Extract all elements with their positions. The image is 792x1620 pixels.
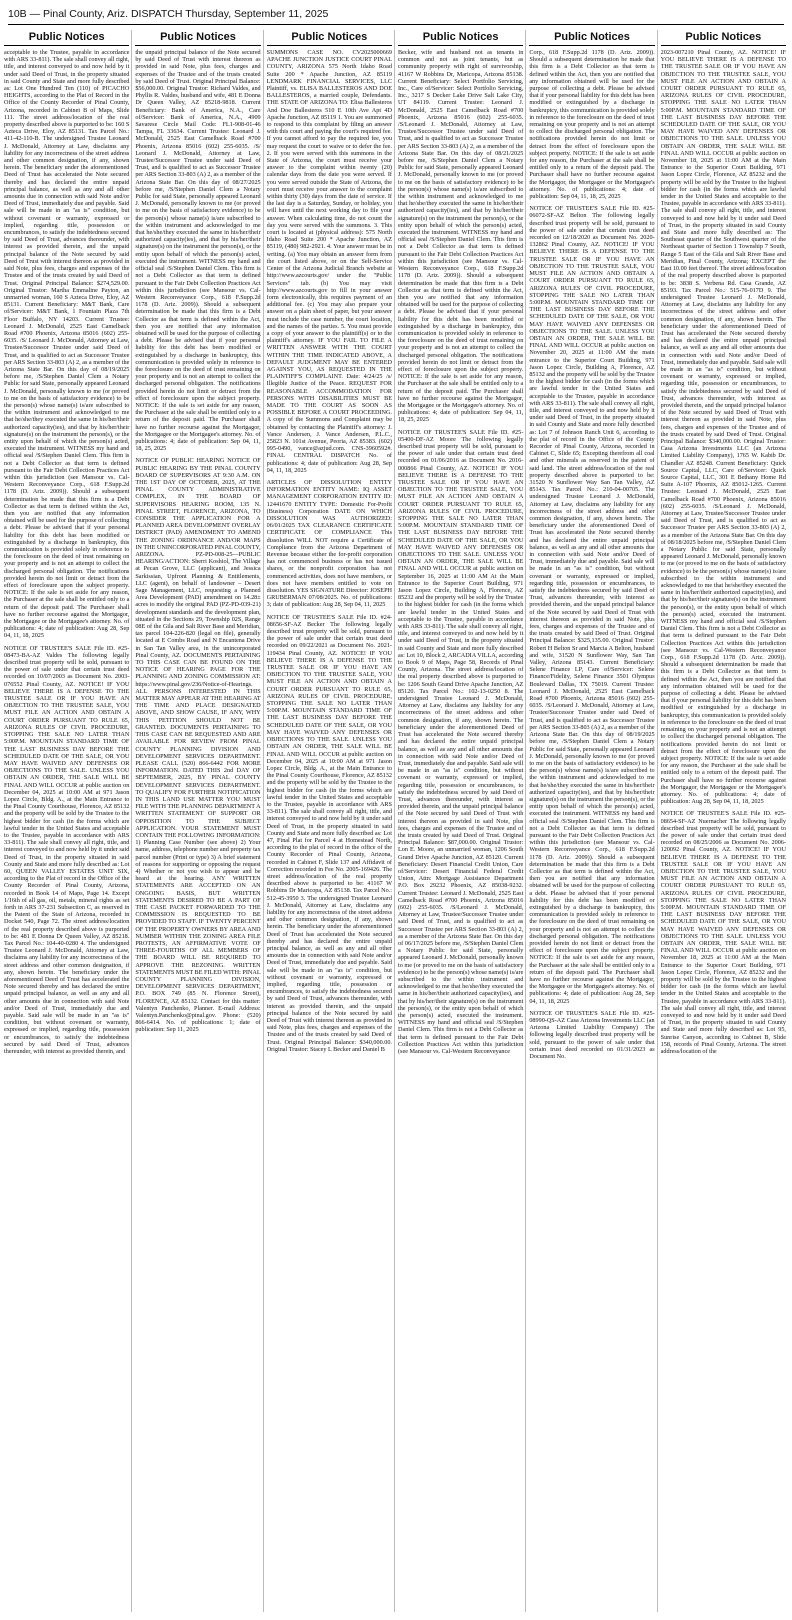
notice-text: acceptable to the Trustee, payable in accordance with ARS 33-811). The sale shall convey all right, title, and interest conveyed to and now held by it under said Deed of Trust, in the property situated in said County and State and more fully described as: Lot One Hundred Ten (110) of PICACHO HEIGHTS, according to the Plat of Record in the Office of the County Recorder of Pinal County, Arizona, recorded in Cabinet B of Maps, Slide 111. The street address/location of the real property described above is purported to be: 160 S Azteca Drive, Eloy, AZ 85131. Tax Parcel No.: 411-42-110-B. The undersigned Trustee Leonard J. McDonald, Attorney at Law, disclaims any liability for any incorrectness of the street address and other common designation, if any, shown herein. The beneficiary under the aforementioned Deed of Trust has accelerated the Note secured thereby and has declared the entire unpaid principal balance, as well as any and all other amounts due in connection with said Note and/or Deed of Trust, immediately due and payable. Said sale will be made in an "as is" condition, but without covenant or warranty, expressed or implied, regarding title, possession or encumbrances, to satisfy the indebtedness secured by said Deed of Trust, advances thereunder, with interest as provided therein, and the unpaid principal balance of the Note secured by said Deed of Trust with interest thereon as provided in said Note, plus fees, charges and expenses of the Trustee and of the trusts created by said Deed of Trust. Original Principal Balance: $274,529.00. Original Trustor: Martha Emmaline Payton, an unmarried woman, 160 S Azteca Drive, Eloy, AZ 85131. Current Beneficiary: M&T Bank, Care of/Servicer: M&T Bank, 1 Fountain Plaza 7th Floor Buffalo, NY 14203. Current Trustee: Leonard J. McDonald, 2525 East Camelback Road #700 Phoenix, Arizona 85016 (602) 255-6035. /S/ Leonard J. McDonald, Attorney at Law, Trustee/Successor Trustee under said Deed of Trust, and is qualified to act as Successor Trustee per ARS Section 33-803 (A) 2, as a member of the Arizona State Bar. On this day of 08/19/2025 before me, /S/Stephen Daniel Clem a Notary Public for said State, personally appeared Leonard J. McDonald, personally known to me (or proved to me on the basis of satisfactory evidence) to be the person(s) whose name(s) is/are subscribed to the within instrument and acknowledged to me that he/she/they executed the same in his/her/their authorized capacity(ies), and that by his/her/their signature(s) on the instrument the person(s), or the entity upon behalf of which the person(s) acted, executed the instrument. WITNESS my hand and official seal /S/Stephen Daniel Clem. This firm is not a Debt Collector as that term is defined pursuant to the Fair Debt Collection Practices Act within this jurisdiction (see Mansour vs. Cal-Western Reconveyance Corp., 618 F.Supp.2d 1178 (D. Ariz. 2009)). Should a subsequent determination be made that this firm is a Debt Collector as that term is defined within the Act, then you are notified that any information obtained will be used for the purpose of collecting a debt. Please be advised that if your personal liability for this debt has been modified or extinguished by a discharge in bankruptcy, this communication is provided solely in reference to the foreclosure on the deed of trust remaining on your property and is not an attempt to collect the discharged personal obligation. The notifications provided herein do not limit or detract from the effect of foreclosure upon the subject property. NOTICE: If the sale is set aside for any reason, the Purchaser at the sale shall be entitled only to a return of the deposit paid. The Purchaser shall have no further recourse against the Mortgagor, the Mortgagee or the Mortgagee's attorney. No. of publications: 4; date of publication: Aug 28, Sep 04, 11, 18, 2025 xyxy=(4,49,130,640)
column-1 xyxy=(4,30,132,1612)
notice-text: Becker, wife and husband not as tenants in common and not as joint tenants, but as community property with right of survivorship, 41167 W Robbins Dr, Maricopa, Arizona 85138. Current Beneficiary: Select Portfolio Servicing, Inc., Care of/Servicer: Select Portfolio Servicing, Inc., 3217 S Decker Lake Drive Salt Lake City, UT 84119. Current Trustee: Leonard J. McDonald, 2525 East Camelback Road #700 Phoenix, Arizona 85016 (602) 255-6035. /S/Leonard J. McDonald, Attorney at Law, Trustee/Successor Trustee under said Deed of Trust, and is qualified to act as Successor Trustee per ARS Section 33-803 (A) 2, as a member of the Arizona State Bar. On this day of 08/21/2025 before me, /S/Stephen Daniel Clem a Notary Public for said State, personally appeared Leonard J. McDonald, personally known to me (or proved to me on the basis of satisfactory evidence) to be the person(s) whose name(s) is/are subscribed to the within instrument and acknowledged to me that he/she/they executed the same in his/her/their authorized capacity(ies), and that by his/her/their signature(s) on the instrument the person(s), or the entity upon behalf of which the person(s) acted, executed the instrument. WITNESS my hand and official seal /S/Stephen Daniel Clem. This firm is not a Debt Collector as that term is defined pursuant to the Fair Debt Collection Practices Act within this jurisdiction (see Mansour vs. Cal-Western Reconveyance Corp., 618 F.Supp.2d 1178 (D. Ariz. 2009)). Should a subsequent determination be made that this firm is a Debt Collector as that term is defined within the Act, then you are notified that any information obtained will be used for the purpose of collecting a debt. Please be advised that if your personal liability for this debt has been modified or extinguished by a discharge in bankruptcy, this communication is provided solely in reference to the foreclosure on the deed of trust remaining on your property and is not an attempt to collect the discharged personal obligation. The notifications provided herein do not limit or detract from the effect of foreclosure upon the subject property. NOTICE: If the sale is set aside for any reason, the Purchaser at the sale shall be entitled only to a return of the deposit paid. The Purchaser shall have no further recourse against the Mortgagor, the Mortgagee or the Mortgagee's attorney. No. of publications: 4; date of publication: Sep 04, 11, 18, 25, 2025 xyxy=(397,49,524,424)
page-masthead xyxy=(8,6,784,22)
notice-text: 2023-007210 Pinal County, AZ. NOTICE! IF YOU BELIEVE THERE IS A DEFENSE TO THE TRUSTEE SALE OR IF YOU HAVE AN OBJECTION TO THE TRUSTEE SALE, YOU MUST FILE AN ACTION AND OBTAIN A COURT ORDER PURSUANT TO RULE 65, ARIZONA RULES OF CIVIL PROCEDURE, STOPPING THE SALE NO LATER THAN 5:00P.M. MOUNTAIN STANDARD TIME OF THE LAST BUSINESS DAY BEFORE THE SCHEDULED DATE OF THE SALE, OR YOU MAY HAVE WAIVED ANY DEFENSES OR OBJECTIONS TO THE SALE. UNLESS YOU OBTAIN AN ORDER, THE SALE WILL BE FINAL AND WILL OCCUR at public auction on November 18, 2025 at 11:00 AM at the Main Entrance to the Superior Court Building, 971 Jason Lopez Circle, Florence, AZ 85232 and the property will be sold by the Trustee to the highest bidder for cash (in the forms which are lawful tender in the United States and acceptable to the Trustee, payable in accordance with ARS 33-811). The sale shall convey all right, title, and interest conveyed to and now held by it under said Deed of Trust, in the property situated in said County and State and more fully described as: The Southeast quarter of the Southwest quarter of the Northeast quarter of Section 1 Township 7 South, Range 5 East of the Gila and Salt River Base and Meridian, Pinal County, Arizona; EXCEPT the East 10.00 feet thereof. The street address/location of the real property described above is purported to be: 3838 S. Verbena Rd. Casa Grande, AZ 85193. Tax Parcel No.: 515-76-017D 9. The undersigned Trustee Leonard J. McDonald, Attorney at Law, disclaims any liability for any incorrectness of the street address and other common designation, if any, shown herein. The beneficiary under the aforementioned Deed of Trust has accelerated the Note secured thereby and has declared the entire unpaid principal balance, as well as any and all other amounts due in connection with said Note and/or Deed of Trust, immediately due and payable. Said sale will be made in an "as is" condition, but without covenant or warranty, expressed or implied, regarding title, possession or encumbrances, to satisfy the indebtedness secured by said Deed of Trust, advances thereunder, with interest as provided therein, and the unpaid principal balance of the Note secured by said Deed of Trust with interest thereon as provided in said Note, plus fees, charges and expenses of the Trustee and of the trusts created by said Deed of Trust. Original Principal Balance: $340,000.00. Original Trustor: Casa Arizona Investments LLC (an Arizona Limited Liability Company), 1765 W. Kabib Dr. Chandler AZ 85248. Current Beneficiary: Quick Source Capital, LLC, Care of/Servicer: Quick Source Capital, LLC, 301 E Bethany Home Rd Suite A-107 Phoenix, AZ 85012-1265. Current Trustee: Leonard J. McDonald, 2525 East Camelback Road #700 Phoenix, Arizona 85016 (602) 255-6035. /S/Leonard J. McDonald, Attorney at Law, Trustee/Successor Trustee under said Deed of Trust, and is qualified to act as Successor Trustee per ARS Section 33-803 (A) 2, as a member of the Arizona State Bar. On this day of 08/18/2025 before me, /S/Stephen Daniel Clem a Notary Public for said State, personally appeared Leonard J. McDonald, personally known to me (or proved to me on the basis of satisfactory evidence) to be the person(s) whose name(s) is/are subscribed to the within instrument and acknowledged to me that he/she/they executed the same in his/her/their authorized capacity(ies), and that by his/her/their signature(s) on the instrument the person(s), or the entity upon behalf of which the person(s) acted, executed the instrument. WITNESS my hand and official seal /S/Stephen Daniel Clem. This firm is not a Debt Collector as that term is defined pursuant to the Fair Debt Collection Practices Act within this jurisdiction (see Mansour vs. Cal-Western Reconveyance Corp., 618 F.Supp.2d 1178 (D. Ariz. 2009)). Should a subsequent determination be made that this firm is a Debt Collector as that term is defined within the Act, then you are notified that any information obtained will be used for the purpose of collecting a debt. Please be advised that if your personal liability for this debt has been modified or extinguished by a discharge in bankruptcy, this communication is provided solely in reference to the foreclosure on the deed of trust remaining on your property and is not an attempt to collect the discharged personal obligation. The notifications provided herein do not limit or detract from the effect of foreclosure upon the subject property. NOTICE: If the sale is set aside for any reason, the Purchaser at the sale shall be entitled only to a return of the deposit paid. The Purchaser shall have no further recourse against the Mortgagor, the Mortgagee or the Mortgagee's attorney. No. of publications: 4; date of publication: Aug 28, Sep 04, 11, 18, 2025 xyxy=(660,49,786,806)
column-3 xyxy=(267,30,395,1612)
column-2 xyxy=(135,30,263,1612)
column-heading: Public Notices xyxy=(267,30,392,46)
notice-text: NOTICE OF PUBLIC HEARING NOTICE OF PUBLIC HEARING BY THE PINAL COUNTY BOARD OF SUPERVISORS AT 9:30 A.M. ON THE 1ST DAY OF OCTOBER, 2025, AT THE PINAL COUNTY ADMINISTRATIVE COMPLEX, IN THE BOARD OF SUPERVISORS HEARING ROOM, 135 N. PINAL STREET, FLORENCE, ARIZONA, TO CONSIDER THE APPLICATION FOR A PLANNED AREA DEVELOPMENT OVERLAY DISTRICT (PAD) AMENDMENT TO AMEND THE ZONING ORDINANCE AND/OR MAPS IN THE UNINCORPORATED PINAL COUNTY, ARIZONA. PZ-PD-008-25—PUBLIC HEARING/ACTION: Sherri Koshiol, The Village at Pecan Grove, LLC (applicant), and Jessica Sarkissian, Upfront Planning & Entitlements, LLC (agent), on behalf of landowner – Desert Sage Management, LLC, requesting a Planned Area Development (PAD) amendment on 14.28± acres to modify the original PAD (PZ-PD-039-21) development standards and the development plan, situated in the Sections 29, Township 02S, Range 08E of the Gila and Salt River Base and Meridian, tax parcel 104-226-820 (legal on file), generally located at E Combs Road and N Encantena Drive in San Tan Valley area, in the unincorporated Pinal County, AZ. DOCUMENTS PERTAINING TO THIS CASE CAN BE FOUND ON THE NOTICE OF HEARING PAGE FOR THE PLANNING AND ZONING COMMISSION AT: https://www.pinal.gov/236/Notice-of-Hearings. ALL PERSONS INTERESTED IN THIS MATTER MAY APPEAR AT THE HEARING AT THE TIME AND PLACE DESIGNATED ABOVE, AND SHOW CAUSE, IF ANY, WHY THIS PETITION SHOULD NOT BE GRANTED. DOCUMENTS PERTAINING TO THIS CASE CAN BE REQUESTED AND ARE AVAILABLE FOR REVIEW FROM PINAL COUNTY PLANNING DIVISION AND DEVELOPMENT SERVICES DEPARTMENT. PLEASE CALL (520) 866-6442 FOR MORE INFORMATION. DATED THIS 2nd DAY OF SEPTEMBER, 2025, BY PINAL COUNTY DEVELOPMENT SERVICES DEPARTMENT. TO QUALIFY FOR FURTHER NOTIFICATION IN THIS LAND USE MATTER YOU MUST FILE WITH THE PLANNING DEPARTMENT A WRITTEN STATEMENT OF SUPPORT OR OPPOSITION TO THE SUBJECT APPLICATION. YOUR STATEMENT MUST CONTAIN THE FOLLOWING INFORMATION: 1) Planning Case Number (see above) 2) Your name, address, telephone number and property tax parcel number (Print or type) 3) A brief statement of reasons for supporting or opposing the request 4) Whether or not you wish to appear and be heard at the hearing. ANY WRITTEN STATEMENTS ARE ACCEPTED ON AN ONGOING BASIS, BUT WRITTEN STATEMENTS DESIRED TO BE A PART OF THE CASE PACKET FORWARDED TO THE COMMISSION IS REQUESTED TO BE PROVIDED TO STAFF. IF TWENTY PERCENT OF THE PROPERTY OWNERS BY AREA AND NUMBER WITHIN THE ZONING AREA FILE PROTESTS, AN AFFIRMATIVE VOTE OF THREE-FOURTHS OF ALL MEMBERS OF THE BOARD WILL BE REQUIRED TO APPROVE THE REZONING. WRITTEN STATEMENTS MUST BE FILED WITH: PINAL COUNTY PLANNING DIVISION, DEVELOPMENT SERVICES DEPARTMENT, P.O. BOX 749 (85 N. Florence Street), FLORENCE, AZ 85132. Contact for this matter: Valentyn Panchenko, Planner. E-mail Address: Valentyn.Panchenko@pinal.gov. Phone: (520) 866-6414. No. of publications: 1; date of publication: Sep 11, 2025 xyxy=(135,457,261,1034)
notice-text: NOTICE OF TRUSTEE'S SALE File ID. #25-06072-SF-AZ Belton The following legally described trust property will be sold, pursuant to the power of sale under that certain trust deed recorded on 12/18/2020 as Document No. 2020-132862 Pinal County, AZ. NOTICE! IF YOU BELIEVE THERE IS A DEFENSE TO THE TRUSTEE SALE OR IF YOU HAVE AN OBJECTION TO THE TRUSTEE SALE, YOU MUST FILE AN ACTION AND OBTAIN A COURT ORDER PURSUANT TO RULE 65, ARIZONA RULES OF CIVIL PROCEDURE, STOPPING THE SALE NO LATER THAN 5:00P.M. MOUNTAIN STANDARD TIME OF THE LAST BUSINESS DAY BEFORE THE SCHEDULED DATE OF THE SALE, OR YOU MAY HAVE WAIVED ANY DEFENSES OR OBJECTIONS TO THE SALE. UNLESS YOU OBTAIN AN ORDER, THE SALE WILL BE FINAL AND WILL OCCUR at public auction on November 20, 2025 at 11:00 AM the main entrance to the Superior Court Building, 971 Jason Lopez Circle, Building A, Florence, AZ 85132 and the property will be sold by the Trustee to the highest bidder for cash (in the forms which are lawful tender in the United States and acceptable to the Trustee, payable in accordance with ARS 33-811). The sale shall convey all right, title, and interest conveyed to and now held by it under said Deed of Trust, in the property situated in said County and State and more fully described as: Lot 7 of Johnson Ranch Unit 6, according to the plat of record in the Office of the County Recorder of Pinal County, Arizona, recorded in Cabinet C, Slide 65; Excepting therefrom all coal and other minerals as reserved in the patent of said land. The street address/location of the real property described above is purported to be: 31520 N Sunflower Way San Tan Valley, AZ 85143. Tax Parcel No.: 210-04-00705. The undersigned Trustee Leonard J. McDonald, Attorney at Law, disclaims any liability for any incorrectness of the street address and other common designation, if any, shown herein. The beneficiary under the aforementioned Deed of Trust has accelerated the Note secured thereby and has declared the entire unpaid principal balance, as well as any and all other amounts due in connection with said Note and/or Deed of Trust, immediately due and payable. Said sale will be made in an "as is" condition, but without covenant or warranty, expressed or implied, regarding title, possession or encumbrances, to satisfy the indebtedness secured by said Deed of Trust, advances thereunder, with interest as provided therein, and the unpaid principal balance of the Note secured by said Deed of Trust with interest thereon as provided in said Note, plus fees, charges and expenses of the Trustee and of the trusts created by said Deed of Trust. Original Principal Balance: $325,135.00. Original Trustor: Robert H Belton Sr and Marcia A Belton, husband and wife, 31520 N Sunflower Way, San Tan Valley, Arizona 85143. Current Beneficiary: Selene Finance LP, Care of/Servicer: Selene Finance/Fidelity, Selene Finance 3501 Olympus Boulevard Dallas, TX 75019. Current Trustee: Leonard J. McDonald, 2525 East Camelback Road #700 Phoenix, Arizona 85016 (602) 255-6035. /S/Leonard J. McDonald, Attorney at Law, Trustee/Successor Trustee under said Deed of Trust, and is qualified to act as Successor Trustee per ARS Section 33-803 (A) 2, as a member of the Arizona State Bar. On this day of 08/19/2025 before me, /S/Stephen Daniel Clem a Notary Public for said State, personally appeared Leonard J. McDonald, personally known to me (or proved to me on the basis of satisfactory evidence) to be the person(s) whose name(s) is/are subscribed to the within instrument and acknowledged to me that he/she/they executed the same in his/her/their authorized capacity(ies), and that by his/her/their signature(s) on the instrument the person(s), or the entity upon behalf of which the person(s) acted, executed the instrument. WITNESS my hand and official seal /S/Stephen Daniel Clem. This firm is not a Debt Collector as that term is defined pursuant to the Fair Debt Collection Practices Act within this jurisdiction (see Mansour vs. Cal-Western Reconveyance Corp., 618 F.Supp.2d 1178 (D. Ariz. 2009)). Should a subsequent determination be made that this firm is a Debt Collector as that term is defined within the Act, then you are notified that any information obtained will be used for the purpose of collecting a debt. Please be advised that if your personal liability for this debt has been modified or extinguished by a discharge in bankruptcy, this communication is provided solely in reference to the foreclosure on the deed of trust remaining on your property and is not an attempt to collect the discharged personal obligation. The notifications provided herein do not limit or detract from the effect of foreclosure upon the subject property. NOTICE: If the sale is set aside for any reason, the Purchaser at the sale shall be entitled only to a return of the deposit paid. The Purchaser shall have no further recourse against the Mortgagor, the Mortgagee or the Mortgagee's attorney. No. of publications: 4; date of publication: Aug 28, Sep 04, 11, 18, 2025 xyxy=(529,205,655,1005)
notice-text: NOTICE OF TRUSTEE'S SALE File ID. #25-08990-QS-AZ Casa Arizona Investments LLC (an Arizona Limited Liability Company) The following legally described trust property will be sold, pursuant to the power of sale under that certain trust deed recorded on 01/31/2023 as Document No. xyxy=(529,1009,655,1061)
column-5 xyxy=(529,30,657,1612)
notice-text: Corp., 618 F.Supp.2d 1178 (D. Ariz. 2009)). Should a subsequent determination be made that this firm is a Debt Collector as that term is defined within the Act, then you are notified that any information obtained will be used for the purpose of collecting a debt. Please be advised that if your personal liability for this debt has been modified or extinguished by a discharge in bankruptcy, this communication is provided solely in reference to the foreclosure on the deed of trust remaining on your property and is not an attempt to collect the discharged personal obligation. The notifications provided herein do not limit or detract from the effect of foreclosure upon the subject property. NOTICE: If the sale is set aside for any reason, the Purchaser at the sale shall be entitled only to a return of the deposit paid. The Purchaser shall have no further recourse against the Mortgagor, the Mortgagee or the Mortgagee's attorney. No. of publications: 4; date of publication: Sep 04, 11, 18, 25, 2025 xyxy=(529,49,655,201)
masthead-label: 10B — Pinal County, Ariz. DISPATCH Thursday, September 11, 2025 xyxy=(8,8,329,20)
column-6 xyxy=(661,30,788,1612)
column-heading: Public Notices xyxy=(4,30,129,46)
notice-text: NOTICE OF TRUSTEE'S SALE File ID. #25-08473-BA-AZ Valdes The following legally described trust property will be sold, pursuant to the power of sale under that certain trust deed recorded on 10/07/2003 as Document No. 2003-076552 Pinal County, AZ. NOTICE! IF YOU BELIEVE THERE IS A DEFENSE TO THE TRUSTEE SALE OR IF YOU HAVE AN OBJECTION TO THE TRUSTEE SALE, YOU MUST FILE AN ACTION AND OBTAIN A COURT ORDER PURSUANT TO RULE 65, ARIZONA RULES OF CIVIL PROCEDURE, STOPPING THE SALE NO LATER THAN 5:00P.M. MOUNTAIN STANDARD TIME OF THE LAST BUSINESS DAY BEFORE THE SCHEDULED DATE OF THE SALE, OR YOU MAY HAVE WAIVED ANY DEFENSES OR OBJECTIONS TO THE SALE. UNLESS YOU OBTAIN AN ORDER, THE SALE WILL BE FINAL AND WILL OCCUR at public auction on December 04, 2025 at 10:00 AM at 971 Jason Lopez Circle, Bldg. A., at the Main Entrance to the Pinal County Courthouse, Florence, AZ 85132 and the property will be sold by the Trustee to the highest bidder for cash (in the forms which are lawful tender in the United States and acceptable to the Trustee, payable in accordance with ARS 33-811). The sale shall convey all right, title, and interest conveyed to and now held by it under said Deed of Trust, in the property situated in said County and State and more fully described as: Lot 60, QUEEN VALLEY ESTATES UNIT SIX, according to the Plat of record in the Office of the County Recorder of Pinal County, Arizona, recorded in Book 14 of Maps, Page 14. Except 1/16th of all gas, oil, metals, mineral rights as set forth in ARS 37-231 Subsection C, as reserved in the Patent of the State of Arizona, recorded in Docket 540, Page 72. The street address/location of the real property described above is purported to be: 481 E Donna Dr Queen Valley, AZ 85218. Tax Parcel No.: 104-40-0280 4. The undersigned Trustee Leonard J. McDonald, Attorney at Law, disclaims any liability for any incorrectness of the street address and other common designation, if any, shown herein. The beneficiary under the aforementioned Deed of Trust has accelerated the Note secured thereby and has declared the entire unpaid principal balance, as well as any and all other amounts due in connection with said Note and/or Deed of Trust, immediately due and payable. Said sale will be made in an "as is" condition, but without covenant or warranty, expressed or implied, regarding title, possession or encumbrances, to satisfy the indebtedness secured by said Deed of Trust, advances thereunder, with interest as provided therein, and xyxy=(4,644,130,1056)
notice-text: SUMMONS CASE NO. CV2025000669 APACHE JUNCTION JUSTICE COURT PINAL COUNTY, ARIZONA 575 North Idaho Road Suite 200 * Apache Junction, AZ 85119 LENDMARK FINANCIAL SERVICES, LLC Plaintiff, vs. ELISA BALLESTEROS AND DOE BALLESTEROS, a married couple, Defendants. THE STATE OF ARIZONA TO: Elisa Ballesteros And Doe Ballesteros 510 E 10th Ave Apt 4D Apache Junction, AZ 85119 1. You are summoned to respond to this complaint by filing an answer with this court and paying the court's required fee. If you cannot afford to pay the required fee, you may request the court to waive or to defer the fee. 2. If you were served with this summons in the State of Arizona, the court must receive your answer to the complaint within twenty (20) calendar days from the date you were served. If you were served outside the State of Arizona, the court must receive your answer to the complaint within thirty (30) days from the date of service. If the last day is a Saturday, Sunday, or holiday, you will have until the next working day to file your answer. When calculating time, do not count the day you were served with the summons. 3. This court is located at (physical address): 575 North Idaho Road Suite 200 * Apache Junction, AZ 85119, (480) 982-2921. 4. Your answer must be in writing. (a) You may obtain an answer form from the court listed above, or on the Self-Service Center of the Arizona Judicial Branch website at http://www.azcourts.gov/ under the "Public Services" tab. (b) You may visit http://www.azcourts.gov to fill in your answer form electronically, this requires payment of an additional fee. (c) You may also prepare your answer on a plain sheet of paper, but your answer must include the case number, the court location, and the names of the parties. 5. You must provide a copy of your answer to the plaintiff(s) or to the plaintiff's attorney. IF YOU FAIL TO FILE A WRITTEN ANSWER WITH THE COURT WITHIN THE TIME INDICATED ABOVE, A DEFAULT JUDGMENT MAY BE ENTERED AGAINST YOU, AS REQUESTED IN THE PLAINTIFF'S COMPLAINT. Date: 4/24/25 /s/ Illegible Justice of the Peace. REQUEST FOR REASONABLE ACCOMMODATION FOR PERSONS WITH DISABILITIES MUST BE MADE TO THE COURT AS SOON AS POSSIBLE BEFORE A COURT PROCEEDING. A copy of the Summons and Complaint may be obtained by contacting the Plaintiff's attorney: J. Vance Andersen, J. Vance Andersen, P.L.C., 25823 N. 101st Avenue, Peoria, AZ 85383. (602) 995-0490, vance@azjud.com. CNS-3960592#. FINAL CENTRAL DISPATCH No. of publications: 4; date of publication: Aug 28, Sep 04, 11, 18, 2025 xyxy=(266,49,392,474)
column-heading: Public Notices xyxy=(529,30,654,46)
column-heading: Public Notices xyxy=(135,30,260,46)
column-4 xyxy=(398,30,526,1612)
column-heading: Public Notices xyxy=(661,30,786,46)
notice-text: NOTICE OF TRUSTEE'S SALE File ID. #25-05400-DF-AZ Moore The following legally described trust property will be sold, pursuant to the power of sale under that certain trust deed recorded on 01/06/2016 as Document No. 2016-000866 Pinal County, AZ. NOTICE! IF YOU BELIEVE THERE IS A DEFENSE TO THE TRUSTEE SALE OR IF YOU HAVE AN OBJECTION TO THE TRUSTEE SALE, YOU MUST FILE AN ACTION AND OBTAIN A COURT ORDER PURSUANT TO RULE 65, ARIZONA RULES OF CIVIL PROCEDURE, STOPPING THE SALE NO LATER THAN 5:00P.M. MOUNTAIN STANDARD TIME OF THE LAST BUSINESS DAY BEFORE THE SCHEDULED DATE OF THE SALE, OR YOU MAY HAVE WAIVED ANY DEFENSES OR OBJECTIONS TO THE SALE. UNLESS YOU OBTAIN AN ORDER, THE SALE WILL BE FINAL AND WILL OCCUR at public auction on September 16, 2025 at 11:00 AM At the Main Entrance to the Superior Court Building, 971 Jason Lopez Circle, Building A, Florence, AZ 85232 and the property will be sold by the Trustee to the highest bidder for cash (in the forms which are lawful tender in the United States and acceptable to the Trustee, payable in accordance with ARS 33-811). The sale shall convey all right, title, and interest conveyed to and now held by it under said Deed of Trust, in the property situated in said County and State and more fully described as: Lot 10, Block 2, ARCADIA VILLA, according to Book 9 of Maps, Page 58, Records of Pinal County, Arizona. The street address/location of the real property described above is purported to be: 1206 South Grand Drive Apache Junction, AZ 85120. Tax Parcel No.: 102-13-0250 8. The undersigned Trustee Leonard J. McDonald, Attorney at Law, disclaims any liability for any incorrectness of the street address and other common designation, if any, shown herein. The beneficiary under the aforementioned Deed of Trust has accelerated the Note secured thereby and has declared the entire unpaid principal balance, as well as any and all other amounts due in connection with said Note and/or Deed of Trust, immediately due and payable. Said sale will be made in an "as is" condition, but without covenant or warranty, expressed or implied, regarding title, possession or encumbrances, to satisfy the indebtedness secured by said Deed of Trust, advances thereunder, with interest as provided therein, and the unpaid principal balance of the Note secured by said Deed of Trust with interest thereon as provided in said Note, plus fees, charges and expenses of the Trustee and of the trusts created by said Deed of Trust. Original Principal Balance: $87,000.00. Original Trustor: Lon E. Moore, an unmarried woman, 1206 South Grand Drive Apache Junction, AZ 85120. Current Beneficiary: Desert Financial Credit Union, Care of/Servicer: Desert Financial Federal Credit Union, Attn: Mortgage Assistance Department P.O. Box 29232 Phoenix, AZ 85038-9232. Current Trustee: Leonard J. McDonald, 2525 East Camelback Road #700 Phoenix, Arizona 85016 (602) 255-6035. /S/Leonard J. McDonald, Attorney at Law, Trustee/Successor Trustee under said Deed of Trust, and is qualified to act as Successor Trustee per ARS Section 33-803 (A) 2, as a member of the Arizona State Bar. On this day of 06/17/2025 before me, /S/Stephen Daniel Clem a Notary Public for said State, personally appeared Leonard J. McDonald, personally known to me (or proved to me on the basis of satisfactory evidence) to be the person(s) whose name(s) is/are subscribed to the within instrument and acknowledged to me that he/she/they executed the same in his/her/their authorized capacity(ies), and that by his/her/their signature(s) on the instrument the person(s), or the entity upon behalf of which the person(s) acted, executed the instrument. WITNESS my hand and official seal /S/Stephen Daniel Clem. This firm is not a Debt Collector as that term is defined pursuant to the Fair Debt Collection Practices Act within this jurisdiction (see Mansour vs. Cal-Western Reconveyance xyxy=(397,428,524,1056)
column-heading: Public Notices xyxy=(398,30,523,46)
notice-text: ARTICLES OF DISSOLUTION ENTITY INFORMATION ENTITY NAME: IQ ASSET MANAGEMENT CORPORATION ENTITY ID: 12441670 ENTITY TYPE: Domestic For-Profit (Business) Corporation DATE ON WHICH DISSOLUTION WAS AUTHORIZED: 06/01/2025 TAX CLEARANCE CERTIFICATE CERTIFICATE OF COMPLIANCE This dissolution WILL NOT require a Certificate of Compliance from the Arizona Department of Revenue because either the for-profit corporation has not commenced business or has not issued shares, or the nonprofit corporation has not commenced activities, does not have members, or does not have members entitled to vote on dissolution. YES SIGNATURE Director: JOSEPH GRUBERMAN 07/08/2025. No. of publications: 3; date of publication: Aug 28, Sep 04, 11, 2025 xyxy=(266,478,392,609)
masthead-rule xyxy=(8,24,784,25)
notice-columns xyxy=(4,30,788,1612)
notice-text: the unpaid principal balance of the Note secured by said Deed of Trust with interest thereon as provided in said Note, plus fees, charges and expenses of the Trustee and of the trusts created by said Deed of Trust. Original Principal Balance: $56,000.00. Original Trustor: Richard Valdes, and Phyllis R. Valdes, husband and wife, 481 E Donna Dr Queen Valley, AZ 85218-9818. Current Beneficiary: Bank of America, N.A., Care of/Servicer: Bank of America, N.A., 4909 Savarese Circle Mail Code: FL1-908-01-46 Tampa, FL 33634. Current Trustee: Leonard J. McDonald, 2525 East Camelback Road #700 Phoenix, Arizona 85016 (602) 255-6035. /S/ Leonard J. McDonald, Attorney at Law, Trustee/Successor Trustee under said Deed of Trust, and is qualified to act as Successor Trustee per ARS Section 33-803 (A) 2, as a member of the Arizona State Bar. On this day of 08/27/2025 before me, /S/Stephen Daniel Clem a Notary Public for said State, personally appeared Leonard J. McDonald, personally known to me (or proved to me on the basis of satisfactory evidence) to be the person(s) whose name(s) is/are subscribed to the within instrument and acknowledged to me that he/she/they executed the same in his/her/their authorized capacity(ies), and that by his/her/their signature(s) on the instrument the person(s), or the entity upon behalf of which the person(s) acted, executed the instrument. WITNESS my hand and official seal /S/Stephen Daniel Clem. This firm is not a Debt Collector as that term is defined pursuant to the Fair Debt Collection Practices Act within this jurisdiction (see Mansour vs. Cal-Western Reconveyance Corp., 618 F.Supp.2d 1178 (D. Ariz. 2009)). Should a subsequent determination be made that this firm is a Debt Collector as that term is defined within the Act, then you are notified that any information obtained will be used for the purpose of collecting a debt. Please be advised that if your personal liability for this debt has been modified or extinguished by a discharge in bankruptcy, this communication is provided solely in reference to the foreclosure on the deed of trust remaining on your property and is not an attempt to collect the discharged personal obligation. The notifications provided herein do not limit or detract from the effect of foreclosure upon the subject property. NOTICE: If the sale is set aside for any reason, the Purchaser at the sale shall be entitled only to a return of the deposit paid. The Purchaser shall have no further recourse against the Mortgagor, the Mortgagee or the Mortgagee's attorney. No. of publications: 4; date of publication: Sep 04, 11, 18, 25, 2025 xyxy=(135,49,261,453)
notice-text: NOTICE OF TRUSTEE'S SALE File ID. #24-08656-SF-AZ Becker The following legally described trust property will be sold, pursuant to the power of sale under that certain trust deed recorded on 09/22/2021 as Document No. 2021-119434 Pinal County, AZ. NOTICE! IF YOU BELIEVE THERE IS A DEFENSE TO THE TRUSTEE SALE OR IF YOU HAVE AN OBJECTION TO THE TRUSTEE SALE, YOU MUST FILE AN ACTION AND OBTAIN A COURT ORDER PURSUANT TO RULE 65, ARIZONA RULES OF CIVIL PROCEDURE, STOPPING THE SALE NO LATER THAN 5:00P.M. MOUNTAIN STANDARD TIME OF THE LAST BUSINESS DAY BEFORE THE SCHEDULED DATE OF THE SALE, OR YOU MAY HAVE WAIVED ANY DEFENSES OR OBJECTIONS TO THE SALE. UNLESS YOU OBTAIN AN ORDER, THE SALE WILL BE FINAL AND WILL OCCUR at public auction on December 04, 2025 at 10:00 AM at 971 Jason Lopez Circle, Bldg. A., at the Main Entrance to the Pinal County Courthouse, Florence, AZ 85132 and the property will be sold by the Trustee to the highest bidder for cash (in the forms which are lawful tender in the United States and acceptable to the Trustee, payable in accordance with ARS 33-811). The sale shall convey all right, title, and interest conveyed to and now held by it under said Deed of Trust, in the property situated in said County and State and more fully described as: Lot 47, Final Plat for Parcel 4 at Homestead North, according to the plat of record in the office of the County Recorder of Pinal County, Arizona, recorded in Cabinet F, Slide 137 and Affidavit of Correction recorded in Fee No. 2005-169426. The street address/location of the real property described above is purported to be: 41167 W Robbins Dr Maricopa, AZ 85138. Tax Parcel No.: 512-45-3950 3. The undersigned Trustee Leonard J. McDonald, Attorney at Law, disclaims any liability for any incorrectness of the street address and other common designation, if any, shown herein. The beneficiary under the aforementioned Deed of Trust has accelerated the Note secured thereby and has declared the entire unpaid principal balance, as well as any and all other amounts due in connection with said Note and/or Deed of Trust, immediately due and payable. Said sale will be made in an "as is" condition, but without covenant or warranty, expressed or implied, regarding title, possession or encumbrances, to satisfy the indebtedness secured by said Deed of Trust, advances thereunder, with interest as provided therein, and the unpaid principal balance of the Note secured by said Deed of Trust with interest thereon as provided in said Note, plus fees, charges and expenses of the Trustee and of the trusts created by said Deed of Trust. Original Principal Balance: $340,000.00. Original Trustor: Stacey L Becker and Daniel B xyxy=(266,613,392,1053)
notice-text: NOTICE OF TRUSTEE'S SALE File ID. #25-08654-SF-AZ Nuernacher The following legally described trust property will be sold, pursuant to the power of sale under that certain trust deed recorded on 08/25/2006 as Document No. 2006-120092 Pinal County, AZ. NOTICE! IF YOU BELIEVE THERE IS A DEFENSE TO THE TRUSTEE SALE OR IF YOU HAVE AN OBJECTION TO THE TRUSTEE SALE, YOU MUST FILE AN ACTION AND OBTAIN A COURT ORDER PURSUANT TO RULE 65, ARIZONA RULES OF CIVIL PROCEDURE, STOPPING THE SALE NO LATER THAN 5:00P.M. MOUNTAIN STANDARD TIME OF THE LAST BUSINESS DAY BEFORE THE SCHEDULED DATE OF THE SALE, OR YOU MAY HAVE WAIVED ANY DEFENSES OR OBJECTIONS TO THE SALE. UNLESS YOU OBTAIN AN ORDER, THE SALE WILL BE FINAL AND WILL OCCUR at public auction on November 18, 2025 at 11:00 AM at the Main Entrance to the Superior Court Building, 971 Jason Lopez Circle, Florence, AZ 85232 and the property will be sold by the Trustee to the highest bidder for cash (in the forms which are lawful tender in the United States and acceptable to the Trustee, payable in accordance with ARS 33-811). The sale shall convey all right, title, and interest conveyed to and now held by it under said Deed of Trust, in the property situated in said County and State and more fully described as: Lot 95, Sunrise Canyon, according to Cabinet B, Slide 158, records of Pinal County, Arizona. The street address/location of the xyxy=(660,810,786,1056)
